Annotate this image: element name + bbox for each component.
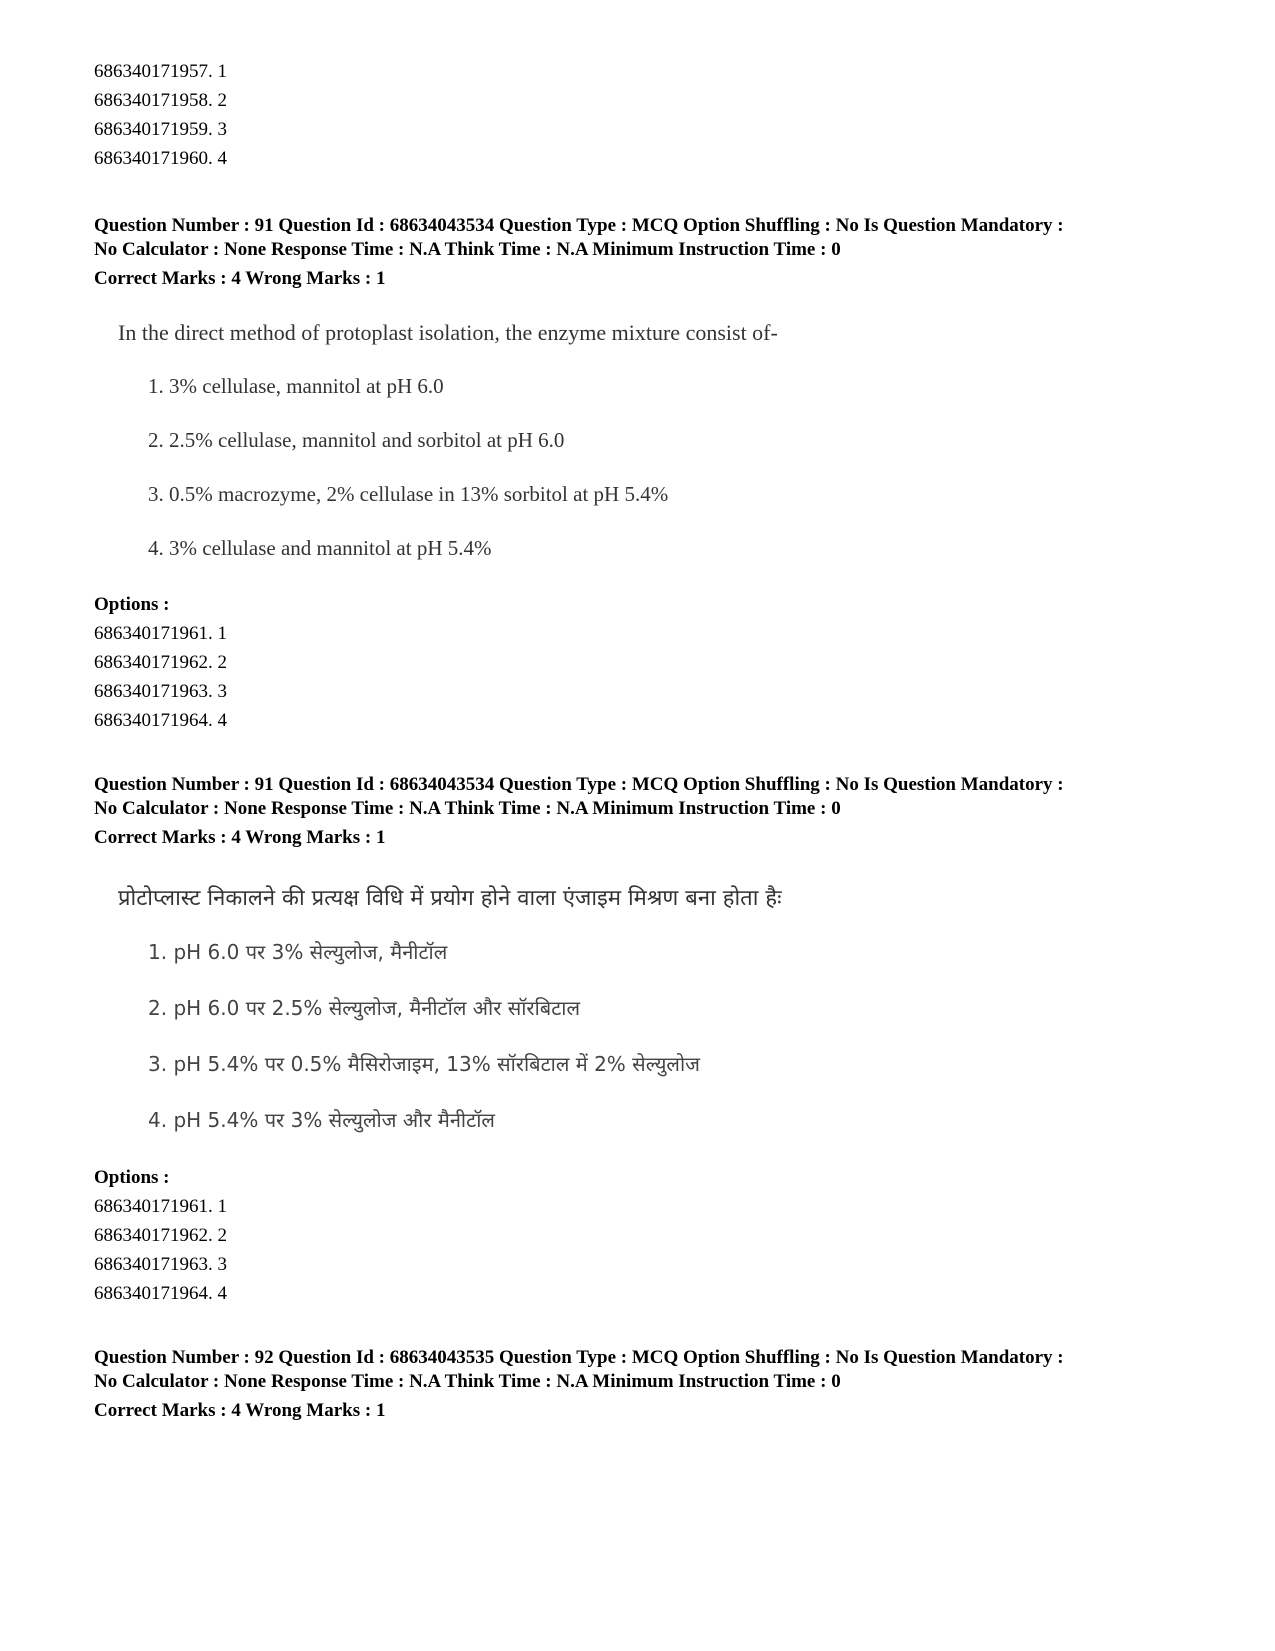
question-choice: 3. 0.5% macrozyme, 2% cellulase in 13% sorbitol at pH 5.4% bbox=[148, 482, 669, 506]
question-marks: Correct Marks : 4 Wrong Marks : 1 bbox=[94, 268, 386, 289]
question-choice: 2. 2.5% cellulase, mannitol and sorbitol at pH 6.0 bbox=[148, 428, 565, 452]
option-id-line: 686340171961. 1 bbox=[94, 1196, 227, 1217]
question-header-continued: No Calculator : None Response Time : N.A Think Time : N.A Minimum Instruction Time : 0 bbox=[94, 239, 841, 260]
option-id-line: 686340171960. 4 bbox=[94, 148, 227, 169]
option-id-line: 686340171964. 4 bbox=[94, 710, 227, 731]
option-id-line: 686340171957. 1 bbox=[94, 61, 227, 82]
question-header: Question Number : 91 Question Id : 68634043534 Question Type : MCQ Option Shuffling : No Is Question Mandatory : bbox=[94, 774, 1064, 795]
question-choice: 4. pH 5.4% पर 3% सेल्युलोज और मैनीटॉल bbox=[148, 1108, 495, 1132]
option-id-line: 686340171959. 3 bbox=[94, 119, 227, 140]
options-label: Options : bbox=[94, 594, 170, 615]
option-id-line: 686340171961. 1 bbox=[94, 623, 227, 644]
question-choice: 4. 3% cellulase and mannitol at pH 5.4% bbox=[148, 536, 492, 560]
question-marks: Correct Marks : 4 Wrong Marks : 1 bbox=[94, 1400, 386, 1421]
question-marks: Correct Marks : 4 Wrong Marks : 1 bbox=[94, 827, 386, 848]
question-header-continued: No Calculator : None Response Time : N.A Think Time : N.A Minimum Instruction Time : 0 bbox=[94, 798, 841, 819]
question-header: Question Number : 91 Question Id : 68634043534 Question Type : MCQ Option Shuffling : No Is Question Mandatory : bbox=[94, 215, 1064, 236]
question-header: Question Number : 92 Question Id : 68634043535 Question Type : MCQ Option Shuffling : No Is Question Mandatory : bbox=[94, 1347, 1064, 1368]
question-choice: 3. pH 5.4% पर 0.5% मैसिरोजाइम, 13% सॉरबिटाल में 2% सेल्युलोज bbox=[148, 1052, 701, 1076]
option-id-line: 686340171963. 3 bbox=[94, 1254, 227, 1275]
question-header-continued: No Calculator : None Response Time : N.A Think Time : N.A Minimum Instruction Time : 0 bbox=[94, 1371, 841, 1392]
question-choice: 1. 3% cellulase, mannitol at pH 6.0 bbox=[148, 374, 444, 398]
question-text: In the direct method of protoplast isolation, the enzyme mixture consist of- bbox=[118, 320, 778, 345]
option-id-line: 686340171964. 4 bbox=[94, 1283, 227, 1304]
option-id-line: 686340171958. 2 bbox=[94, 90, 227, 111]
option-id-line: 686340171963. 3 bbox=[94, 681, 227, 702]
question-text: प्रोटोप्लास्ट निकालने की प्रत्यक्ष विधि में प्रयोग होने वाला एंजाइम मिश्रण बना होता हैः bbox=[118, 886, 782, 911]
question-choice: 1. pH 6.0 पर 3% सेल्युलोज, मैनीटॉल bbox=[148, 940, 448, 964]
question-choice: 2. pH 6.0 पर 2.5% सेल्युलोज, मैनीटॉल और सॉरबिटाल bbox=[148, 996, 581, 1020]
option-id-line: 686340171962. 2 bbox=[94, 652, 227, 673]
option-id-line: 686340171962. 2 bbox=[94, 1225, 227, 1246]
options-label: Options : bbox=[94, 1167, 170, 1188]
